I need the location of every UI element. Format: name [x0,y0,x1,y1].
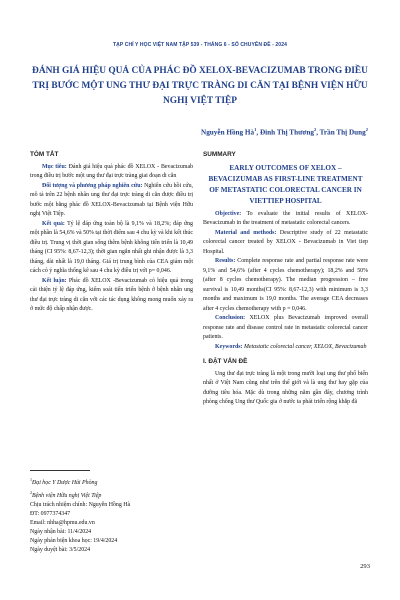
summary-conclusion [203,314,368,343]
vietnamese-abstract-column [30,150,193,315]
accepted-date: Ngày duyệt bài: 3/5/2024 [30,546,91,553]
affiliation-2 [30,488,193,501]
summary-keywords [203,343,368,353]
author-affiliation-mark: 2 [313,127,317,132]
phone-number: ĐT: 0977374347 [30,510,71,517]
conclusion-label: Kết luận: [42,277,67,284]
abstract-heading: TÓM TẮT [30,151,59,158]
affiliation-text: Đại học Y Dược Hải Phòng [32,479,98,486]
results-label: Kết quả: [42,220,65,227]
results-text: Tỷ lệ đáp ứng toàn bộ là 9,1% và 18,2%; đáp ứng một phần là 54,6% và 50% tại thời điểm sau 4 chu kỳ và khi kết thúc điều trị. Trung vị thời gian sống thêm bệnh không tiến triển là 10,49 tháng (CI 95%: 8,67-12,3); thời gian ngắn nhất ghi nhận được là 3,3 tháng, dài nhất là 19,0 tháng. Giá trị trung bình của CEA giảm một cách có ý nghĩa thống kê sau 4 chu kỳ điều trị với p= 0,046. [30,220,193,274]
summary-title: EARLY OUTCOMES OF XELOX – BEVACIZUMAB AS FIRST-LINE TREATMENT OF METASTATIC COLORECTAL CANCER IN VIETTIEP HOSPITAL [208,163,363,205]
results-text: Complete response rate and partial response rate were 9,1% and 54,6% (after 4 cycles chemotherapy); 18,2% and 50% (after 8 cycles chemotherapy). The median progression – free survival is 10,49 months(CI 95%: 8,67-12,3) with minimum is 3,3 months and maximum is 19,0 months. The average CEA decreases after 4 cycles chemotherapy with p = 0,046. [203,258,368,312]
summary-results [203,257,368,314]
keywords-label: Keywords: [215,343,243,350]
abstract-conclusion [30,277,193,315]
abstract-methods [30,182,193,220]
objective-label: Objective: [215,210,242,217]
summary-heading: SUMMARY [203,151,236,158]
intro-heading: I. ĐẶT VẤN ĐỀ [203,358,248,365]
abstract-objective [30,163,193,182]
methods-text: Descriptive study of 22 metastatic colorectal cancer treated by XELOX - Bevacizumab in Viet tiep Hospital. [203,229,369,255]
results-label: Results: [215,258,236,264]
journal-header: TẠP CHÍ Y HỌC VIỆT NAM TẬP 539 - THÁNG 6 - SỐ CHUYÊN ĐỀ - 2024 [113,42,287,48]
objective-text: To evaluate the initial results of XELOX-Bevacizumab in the treatment of metastatic colorectal cancers. [203,210,368,226]
abstract-results [30,220,193,277]
footnotes [30,475,193,555]
author-line: Nguyễn Hồng $Hà^1$, Đinh Thị Thương$^2$, Trần Thị Dung$^2$ [201,127,368,137]
article-title: ĐÁNH GIÁ HIỆU QUẢ CỦA PHÁC ĐỒ XELOX-BEVACIZUMAB TRONG ĐIỀU TRỊ BƯỚC MỘT UNG THƯ ĐẠI TRỰC TRÀNG DI CĂN TẠI BỆNH VIỆN HỮU NGHỊ VIỆT TIỆP [32,66,368,106]
affiliation-mark: 2 [30,489,32,495]
summary-objective [203,210,368,229]
conclusion-text: Phác đồ XELOX -Bevacizumab có hiệu quả trong cải thiện tỷ lệ đáp ứng, kiểm soát tiến triển bệnh ở bệnh nhân ung thư đại trực tràng di căn với các tác dụng không mong muốn xảy ra ở mức độ chấp nhận được. [30,277,193,312]
affiliation-1 [30,475,193,488]
footnote-divider [30,470,90,471]
intro-paragraph: Ung thư đại trực tràng là một trong mười loại ung thư phổ biến nhất ở Việt Nam cũng như trên thế giới và là ung thư hay gặp của đường tiêu hóa. Mặc dù trong những năm gần đây, chương trình phòng chống Ung thư Quốc gia ở nước ta phát triển rộng khắp đã [203,370,368,405]
keywords-text: Metastatic colorectal cancer, XELOX, Bevacizumab [243,343,367,350]
methods-text: Nghiên cứu hồi cứu, mô tả trên 22 bệnh nhân ung thư đại trực tràng di căn được điều trị bước một bằng phác đồ XELOX-Bevacizumab tại Bệnh viện Hữu nghị Việt Tiệp. [30,182,193,217]
methods-label: Material and methods: [215,229,277,236]
english-summary-column [203,150,368,408]
methods-label: Đối tượng và phương pháp nghiên cứu: [42,182,143,189]
page-number: 293 [360,563,370,570]
objective-label: Mục tiêu: [42,163,67,170]
affiliation-text: Bệnh viện Hữu nghị Việt Tiệp [32,492,102,499]
author-affiliation-mark: 1 [254,127,257,132]
affiliation-mark: 1 [30,477,32,482]
corresponding-author: Chịu trách nhiệm chính: Nguyễn Hồng Hà [30,501,131,508]
conclusion-text: XELOX plus Bevacizumab improved overall response rate and disease control rate in metastatic colorectal cancer patients. [203,315,368,340]
email-address: Email: nhha@hpmu.edu.vn [30,519,95,526]
author-name: Trần Thị Dung [319,128,366,137]
author-name: Nguyễn Hồng Hà [201,128,255,137]
conclusion-label: Conclusion: [215,315,246,321]
summary-methods [203,229,368,258]
objective-text: Đánh giá hiệu quả phác đồ XELOX - Bevacizumab trong điều trị bước một ung thư đại trực tràng giai đoạn di căn [30,163,194,179]
review-date: Ngày phản biện khoa học: 19/4/2024 [30,537,118,544]
author-affiliation-mark: 2 [365,127,368,132]
received-date: Ngày nhận bài: 11/4/2024 [30,528,92,535]
author-name: Đinh Thị Thương [259,128,314,137]
